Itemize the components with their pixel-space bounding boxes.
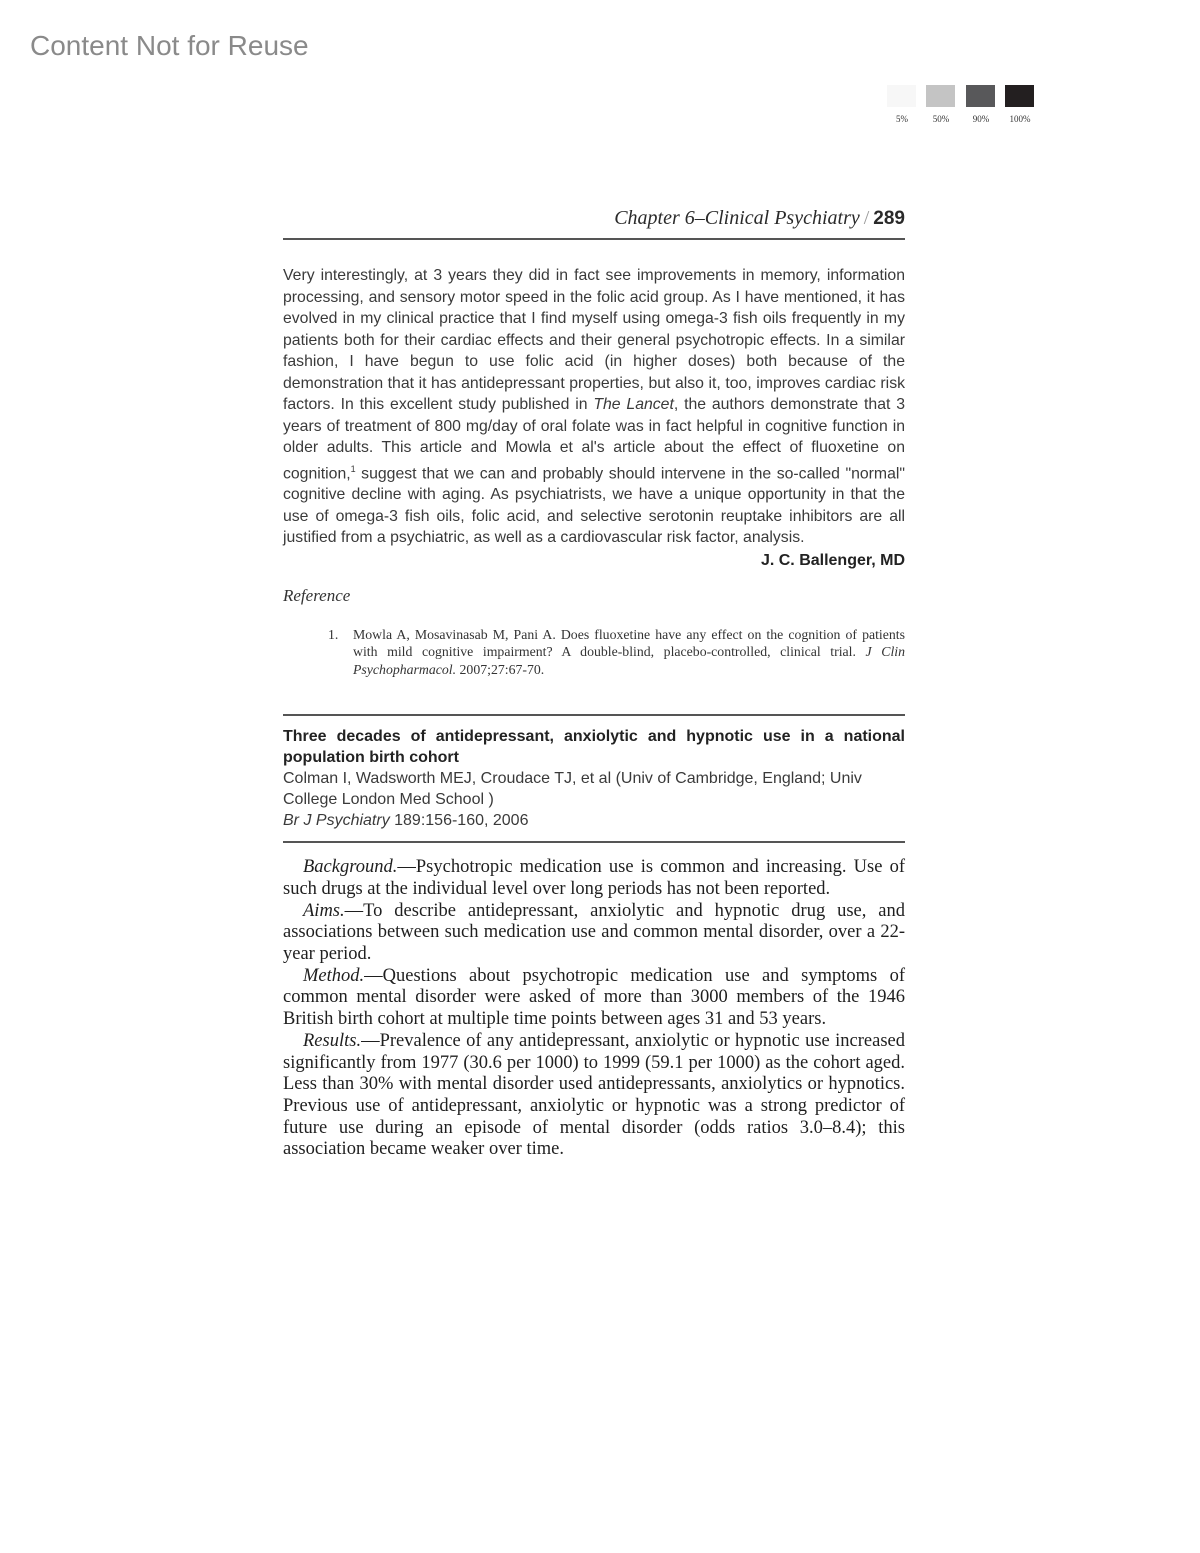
page-number: 289 bbox=[873, 208, 905, 229]
abstract-label: Results. bbox=[303, 1030, 362, 1051]
swatch-100 bbox=[1005, 85, 1034, 107]
swatch-label-100: 100% bbox=[1009, 114, 1031, 124]
comment-text-2: , the authors demonstrate that 3 years of treatment of 800 mg/day of oral folate was in fact helpful in cognitive function in older adults. This article and Mowla et al's article about the effect of fluoxetine on cognition, bbox=[283, 396, 905, 482]
abstract-results bbox=[283, 1031, 905, 1161]
swatch-label-5: 5% bbox=[896, 114, 908, 124]
reference-citation: 2007;27:67-70. bbox=[456, 661, 545, 677]
swatch-label-90: 90% bbox=[972, 114, 990, 124]
swatch-90 bbox=[966, 85, 995, 107]
article-citation: 189:156-160, 2006 bbox=[389, 812, 529, 830]
watermark: Content Not for Reuse bbox=[30, 30, 309, 61]
editorial-comment bbox=[283, 265, 905, 549]
swatch-5 bbox=[887, 85, 916, 107]
article-journal-line bbox=[283, 810, 905, 831]
running-head bbox=[283, 205, 905, 240]
comment-signature: J. C. Ballenger, MD bbox=[760, 551, 905, 569]
article-header bbox=[283, 714, 905, 843]
abstract-background bbox=[283, 857, 905, 900]
abstract-text: —Questions about psychotropic medication use and symptoms of common mental disorder were asked of more than 3000 members of the 1946 British birth cohort at multiple time points between ages 31 and 53 years. bbox=[283, 965, 905, 1030]
abstract-text: —Prevalence of any antidepressant, anxiolytic or hypnotic use increased significantly from 1977 (30.6 per 1000) to 1999 (59.1 per 1000) as the cohort aged. Less than 30% with mental disorder used antidepressants, anxiolytics or hypnotics. Previous use of antidepressant, anxiolytic or hypnotic was a strong predictor of future use during an episode of mental disorder (odds ratios 3.0–8.4); this association became weaker over time. bbox=[283, 1030, 905, 1160]
reference-text: Mowla A, Mosavinasab M, Pani A. Does fluoxetine have any effect on the cognition of patients with mild cognitive impairment? A double-blind, placebo-controlled, clinical trial. bbox=[353, 626, 905, 660]
abstract-method bbox=[283, 966, 905, 1031]
reference-heading: Reference bbox=[283, 585, 351, 605]
gray-calibration-swatches bbox=[884, 85, 1034, 130]
chapter-title: Chapter 6–Clinical Psychiatry bbox=[614, 207, 860, 229]
abstract-label: Aims. bbox=[303, 900, 345, 921]
comment-text-1: Very interestingly, at 3 years they did in fact see improvements in memory, information processing, and sensory motor speed in the folic acid group. As I have mentioned, it has evolved in my clinical practice that I find myself using omega-3 fish oils frequently in my patients both for their cardiac effects and their general psychotropic effects. In a similar fashion, I have begun to use folic acid (in higher doses) both because of the demonstration that it has antidepressant properties, but also it, too, improves cardiac risk factors. In this excellent study published in bbox=[283, 267, 905, 413]
abstract-text: —To describe antidepressant, anxiolytic and hypnotic drug use, and associations between such medication use and common mental disorder, over a 22-year period. bbox=[283, 900, 905, 965]
comment-journal: The Lancet bbox=[593, 396, 674, 413]
article-title: Three decades of antidepressant, anxiolytic and hypnotic use in a national population birth cohort bbox=[283, 728, 905, 767]
abstract bbox=[283, 857, 905, 1161]
reference-item bbox=[328, 626, 905, 679]
swatch-50 bbox=[926, 85, 955, 107]
article-authors: Colman I, Wadsworth MEJ, Croudace TJ, et al (Univ of Cambridge, England; Univ College London Med School ) bbox=[283, 770, 862, 809]
abstract-aims bbox=[283, 901, 905, 966]
abstract-label: Method. bbox=[303, 965, 365, 986]
swatch-label-50: 50% bbox=[932, 114, 950, 124]
abstract-text: —Psychotropic medication use is common and increasing. Use of such drugs at the individual level over long periods has not been reported. bbox=[283, 857, 905, 899]
reference-number: 1. bbox=[328, 626, 339, 642]
header-separator: / bbox=[863, 207, 870, 229]
reference-journal: J Clin Psychopharmacol. bbox=[353, 644, 906, 677]
comment-text-3: suggest that we can and probably should intervene in the so-called "normal" cognitive decline with aging. As psychiatrists, we have a unique opportunity in that the use of omega-3 fish oils, folic acid, and selective serotonin reuptake inhibitors are all justified from a psychiatric, as well as a cardiovascular risk factor, analysis. bbox=[283, 464, 905, 547]
abstract-label: Background. bbox=[303, 857, 398, 878]
footnote-marker: 1 bbox=[350, 463, 356, 474]
article-journal: Br J Psychiatry bbox=[283, 812, 390, 830]
book-page bbox=[283, 205, 905, 1161]
